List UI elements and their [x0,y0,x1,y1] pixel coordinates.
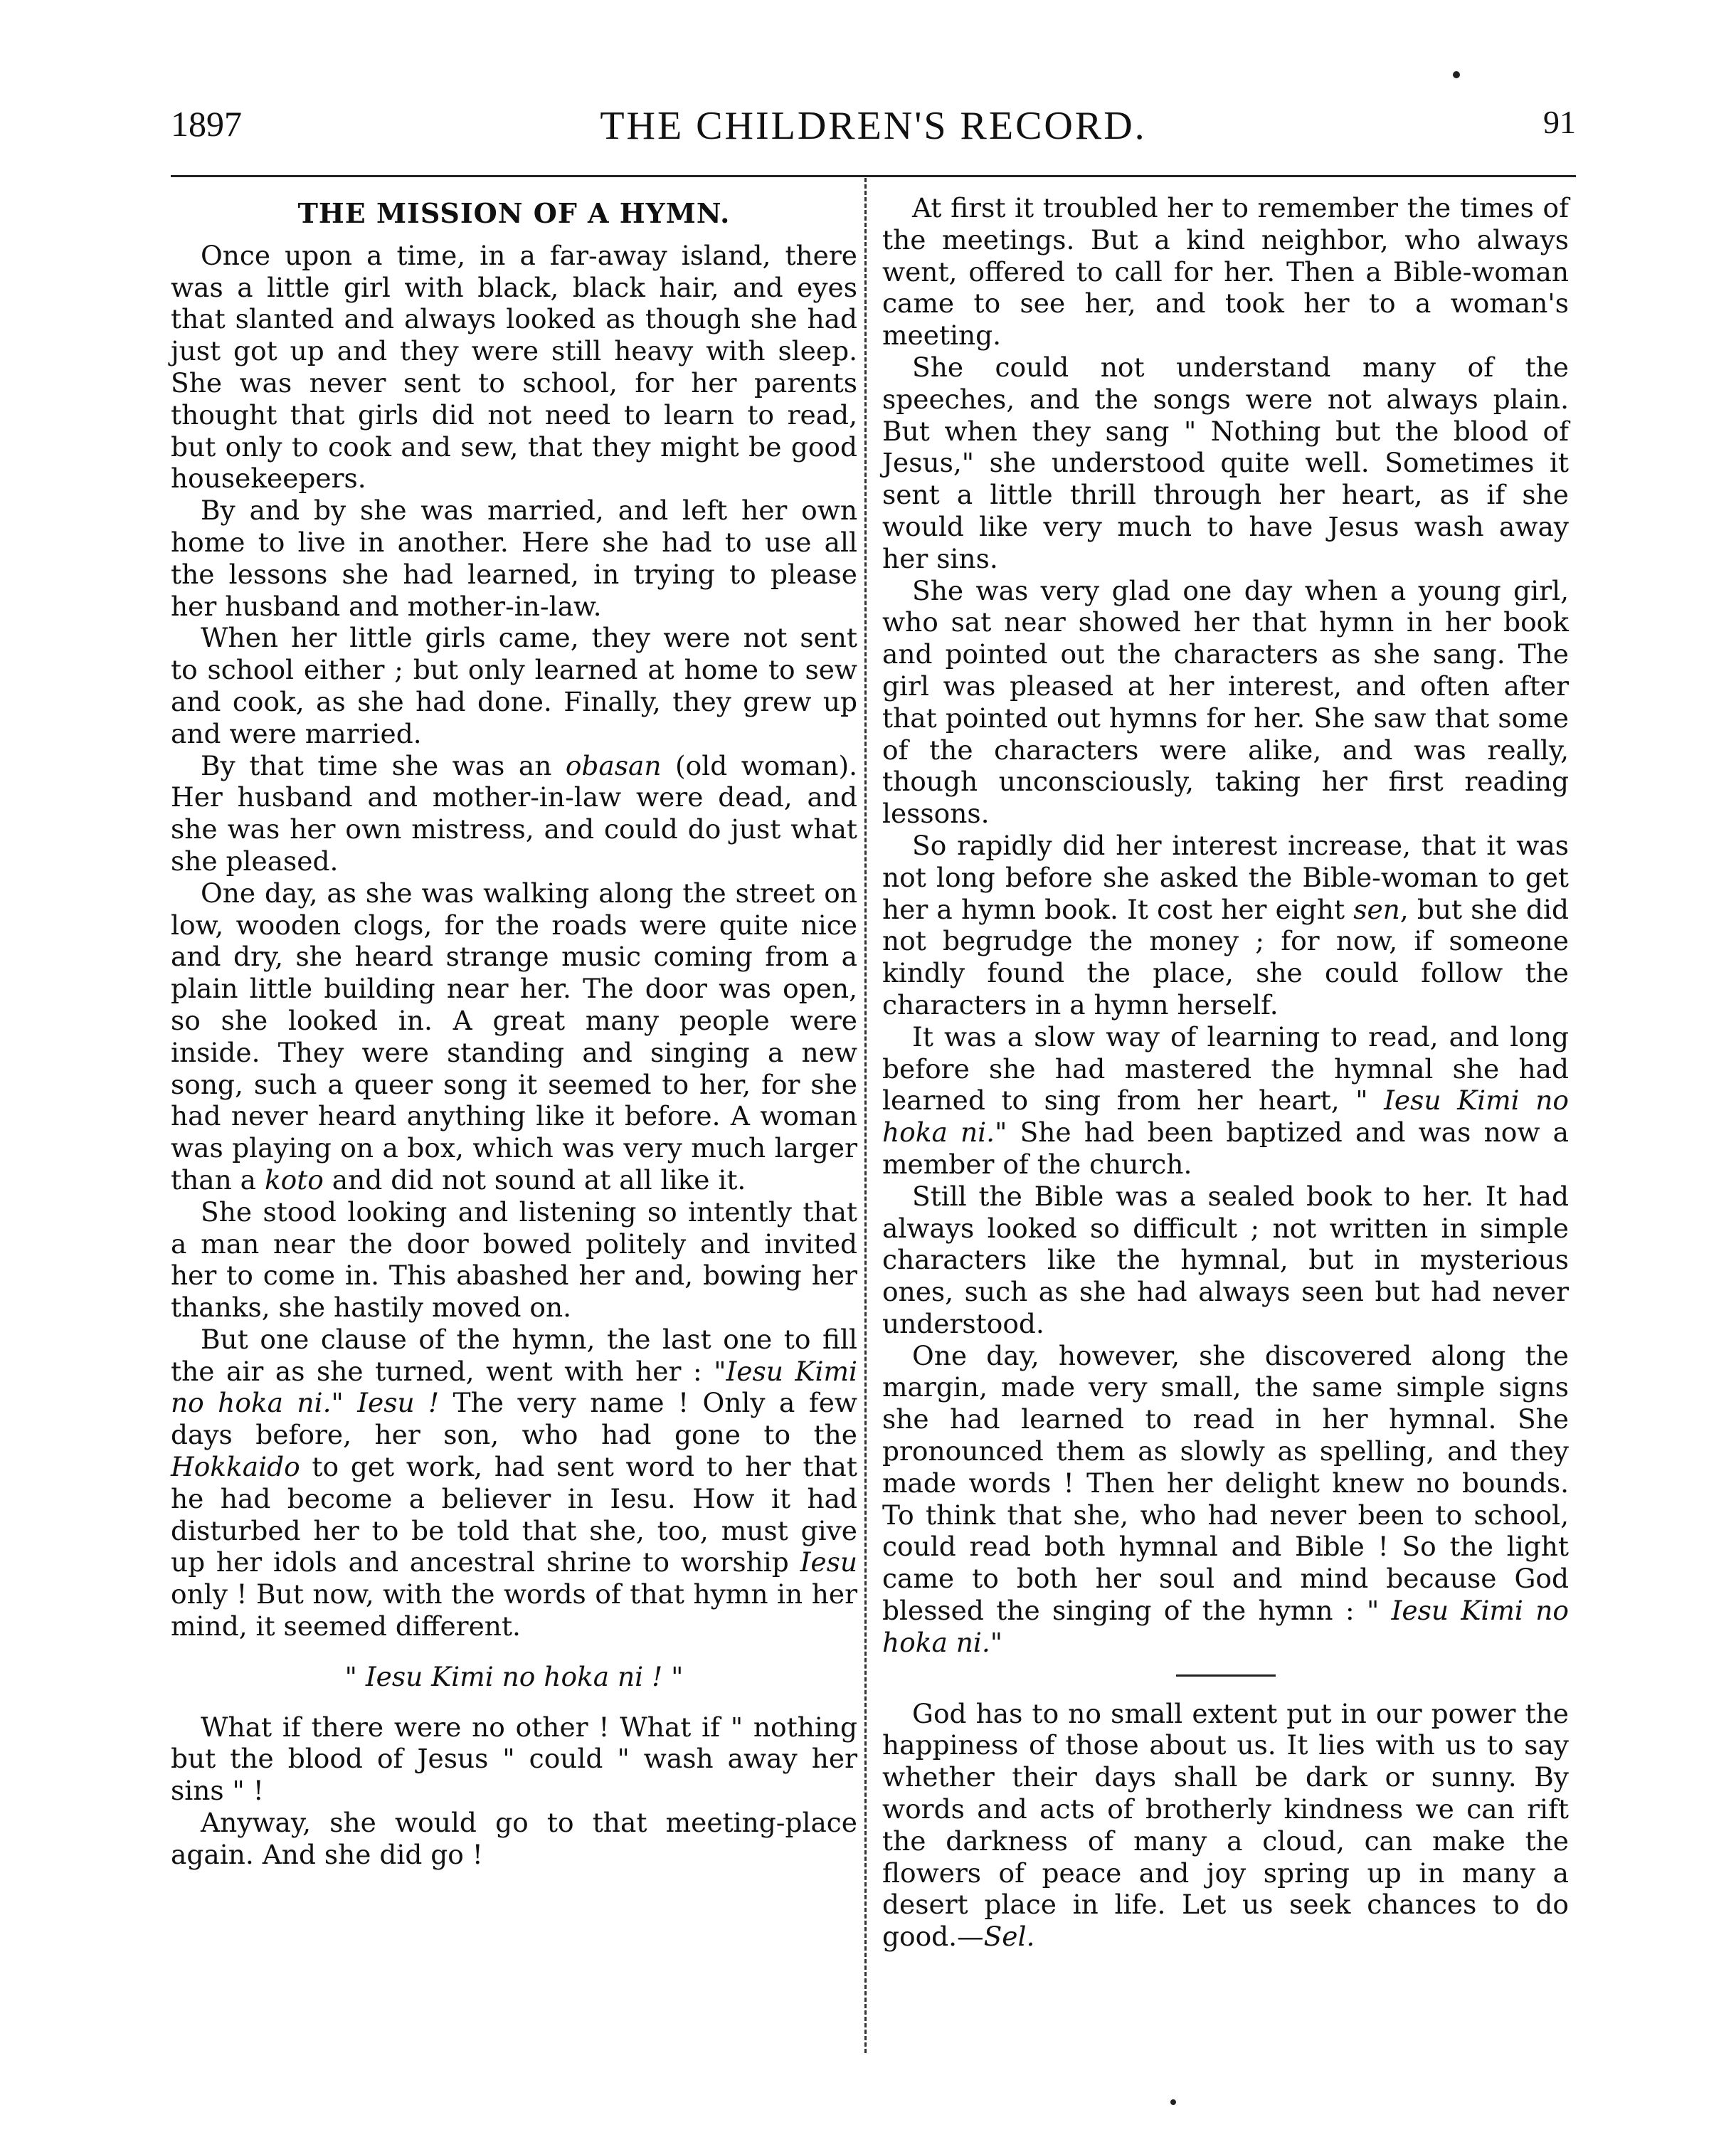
hymn-quote: " Iesu Kimi no hoka ni ! " [344,1660,684,1692]
paragraph: When her little girls came, they were not sent to school either ; but only learned at home to sew and cook, as she had done. Finally, they grew up and were married. [171,622,857,749]
paragraph: One day, however, she discovered along the margin, made very small, the same simple signs she had learned to read in her hymnal. She pronounced them as slowly as spelling, and they made words ! Then her delight knew no bounds. To think that she, who had never been to school, could read both hymnal and Bible ! So the light came to both her soul and mind because God blessed the singing of the hymn : " Iesu Kimi no hoka ni." [882,1339,1569,1658]
paragraph: Still the Bible was a sealed book to her. It had always looked so difficult ; not written in simple characters like the hymnal, but in mysterious ones, such as she had always seen but had never understood. [882,1180,1569,1339]
paragraph: So rapidly did her interest increase, that it was not long before she asked the Bible-woman to get her a hymn book. It cost her eight sen, but she did not begrudge the money ; for now, if someone kindly found the place, she could follow the characters in a hymn herself. [882,829,1570,1020]
paragraph: What if there were no other ! What if " nothing but the blood of Jesus " could " wash away her sins " ! [171,1711,857,1807]
running-header [171,103,1576,153]
section-separator [1176,1674,1276,1677]
paragraph: By that time she was an obasan (old woman). Her husband and mother-in-law were dead, and she was her own mistress, and could do just what she pleased. [171,749,857,877]
paragraph: One day, as she was walking along the street on low, wooden clogs, for the roads were quite nice and dry, she heard strange music coming from a plain little building near her. The door was open, so she looked in. A great many people were inside. They were standing and singing a new song, such a queer song it seemed to her, for she had never heard anything like it before. A woman was playing on a box, which was very much larger than a koto and did not sound at all like it. [171,877,857,1196]
header-year: 1897 [171,104,242,144]
header-rule [171,175,1576,177]
paragraph: At first it troubled her to remember the times of the meetings. But a kind neighbor, who always went, offered to call for her. Then a Bible-woman came to see her, and took her to a woman's meeting. [882,192,1569,352]
paragraph: She was very glad one day when a young girl, who sat near showed her that hymn in her book and pointed out the characters as she sang. The girl was pleased at her interest, and often after that pointed out hymns for her. She saw that some of the characters were alike, and was really, though unconsciously, taking her first reading lessons. [882,574,1569,830]
paragraph: But one clause of the hymn, the last one to fill the air as she turned, went with her : "Iesu Kimi no hoka ni." Iesu ! The very name ! Only a few days before, her son, who had gone to the Hokkaido to get work, had sent word to her that he had become a believer in Iesu. How it had disturbed her to be told that she, too, must give up her idols and ancestral shrine to worship Iesu only ! But now, with the words of that hymn in her mind, it seemed different. [171,1323,858,1642]
paragraph: She stood looking and listening so intently that a man near the door bowed politely and invited her to come in. This abashed her and, bowing her thanks, she hastily moved on. [171,1196,857,1324]
paragraph: Anyway, she would go to that meeting-place again. And she did go ! [171,1807,857,1870]
right-column [882,192,1569,1953]
source-attribution: Sel. [983,1921,1035,1953]
column-divider [864,178,867,2053]
left-column [171,192,857,1871]
print-speck [1170,2099,1176,2105]
paragraph: Once upon a time, in a far-away island, there was a little girl with black, black hair, and eyes that slanted and always looked as though she had just got up and they were still heavy with sleep. She was never sent to school, for her parents thought that girls did not need to learn to read, but only to cook and sew, that they might be good housekeepers. [171,239,857,495]
filler-paragraph: God has to no small extent put in our power the happiness of those about us. It lies with us to say whether their days shall be dark or sunny. By words and acts of brotherly kindness we can rift the darkness of many a cloud, can make the flowers of peace and joy spring up in many a desert place in life. Let us seek chances to do good.—Sel. [882,1697,1569,1953]
paragraph: It was a slow way of learning to read, and long before she had mastered the hymnal she had learned to sing from her heart, " Iesu Kimi no hoka ni." She had been baptized and was now a member of the church. [882,1020,1570,1180]
page-number: 91 [1543,104,1576,140]
paragraph: She could not understand many of the speeches, and the songs were not always plain. But when they sang " Nothing but the blood of Jesus," she understood quite well. Sometimes it sent a little thrill through her heart, as if she would like very much to have Jesus wash away her sins. [882,351,1569,574]
print-speck [1453,71,1460,78]
paragraph: By and by she was married, and left her own home to live in another. Here she had to use all the lessons she had learned, in trying to please her husband and mother-in-law. [171,495,857,622]
article-title: THE MISSION OF A HYMN. [297,197,731,229]
journal-title: THE CHILDREN'S RECORD. [600,104,1147,148]
